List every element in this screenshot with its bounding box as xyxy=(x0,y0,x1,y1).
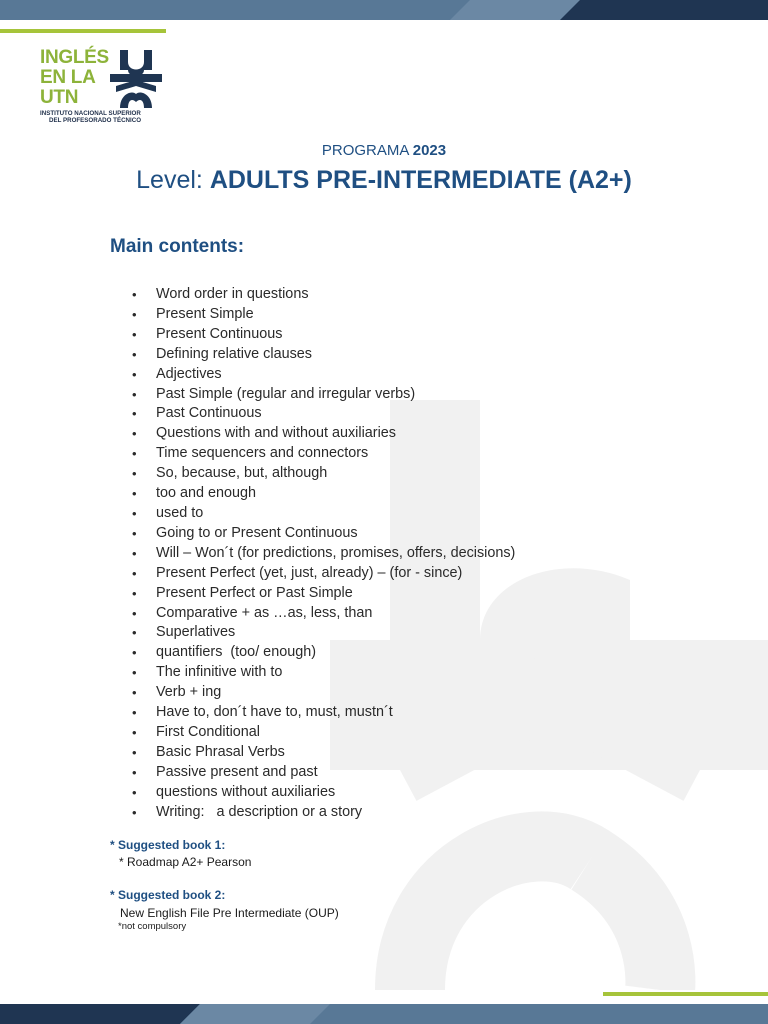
list-item: • Present Perfect or Past Simple xyxy=(130,584,515,604)
list-item: • Past Continuous xyxy=(130,404,515,424)
top-decorative-bar xyxy=(0,0,768,20)
list-item: • Comparative + as …as, less, than xyxy=(130,604,515,624)
level-label: Level: xyxy=(136,166,203,194)
list-item: • Adjectives xyxy=(130,365,515,385)
list-item: • The infinitive with to xyxy=(130,663,515,683)
list-item: • Verb + ing xyxy=(130,683,515,703)
list-item: • Time sequencers and connectors xyxy=(130,444,515,464)
logo-wordmark xyxy=(40,48,109,108)
list-item: • Writing: a description or a story xyxy=(130,803,515,823)
list-item: • quantifiers (too/ enough) xyxy=(130,643,515,663)
programa-year: 2023 xyxy=(412,142,447,159)
suggested-book-2-label: * Suggested book 2: xyxy=(110,888,226,902)
logo-subtitle xyxy=(40,110,141,124)
list-item: • Superlatives xyxy=(130,623,515,643)
suggested-book-2-title: New English File Pre Intermediate (OUP) xyxy=(120,906,339,920)
list-item: • Have to, don´t have to, must, mustn´t xyxy=(130,703,515,723)
list-item: • So, because, but, although xyxy=(130,464,515,484)
list-item: • questions without auxiliaries xyxy=(130,783,515,803)
list-item: • Present Simple xyxy=(130,305,515,325)
list-item: • Going to or Present Continuous xyxy=(130,524,515,544)
level-value: ADULTS PRE-INTERMEDIATE (A2+) xyxy=(209,166,632,194)
logo-line-2: EN LA xyxy=(40,67,96,88)
list-item: • Past Simple (regular and irregular verbs) xyxy=(130,385,515,405)
list-item: • Basic Phrasal Verbs xyxy=(130,743,515,763)
top-green-line xyxy=(0,29,166,33)
list-item: • Present Continuous xyxy=(130,325,515,345)
programa-line xyxy=(0,142,768,159)
suggested-book-1-label: * Suggested book 1: xyxy=(110,838,226,852)
utn-emblem-icon xyxy=(110,50,162,108)
list-item: • Questions with and without auxiliaries xyxy=(130,424,515,444)
list-item: • too and enough xyxy=(130,484,515,504)
suggested-book-1-title: * Roadmap A2+ Pearson xyxy=(119,855,252,869)
level-title xyxy=(0,166,768,195)
list-item: • Defining relative clauses xyxy=(130,345,515,365)
list-item: • Will – Won´t (for predictions, promises, offers, decisions) xyxy=(130,544,515,564)
list-item: • Present Perfect (yet, just, already) – (for - since) xyxy=(130,564,515,584)
main-contents-list xyxy=(130,285,515,822)
logo-subtitle-line-2: DEL PROFESORADO TÉCNICO xyxy=(49,117,142,124)
ingles-en-la-utn-logo xyxy=(40,48,175,128)
not-compulsory-note: *not compulsory xyxy=(118,921,187,932)
bottom-green-line xyxy=(603,992,768,996)
bottom-decorative-bar xyxy=(0,1004,768,1024)
logo-line-3: UTN xyxy=(40,87,79,108)
list-item: • First Conditional xyxy=(130,723,515,743)
programa-label: PROGRAMA xyxy=(321,142,409,159)
list-item: • Passive present and past xyxy=(130,763,515,783)
main-contents-heading: Main contents: xyxy=(110,236,245,257)
logo-line-1: INGLÉS xyxy=(40,47,109,68)
list-item: • Word order in questions xyxy=(130,285,515,305)
list-item: • used to xyxy=(130,504,515,524)
logo-subtitle-line-1: INSTITUTO NACIONAL SUPERIOR xyxy=(40,110,141,117)
